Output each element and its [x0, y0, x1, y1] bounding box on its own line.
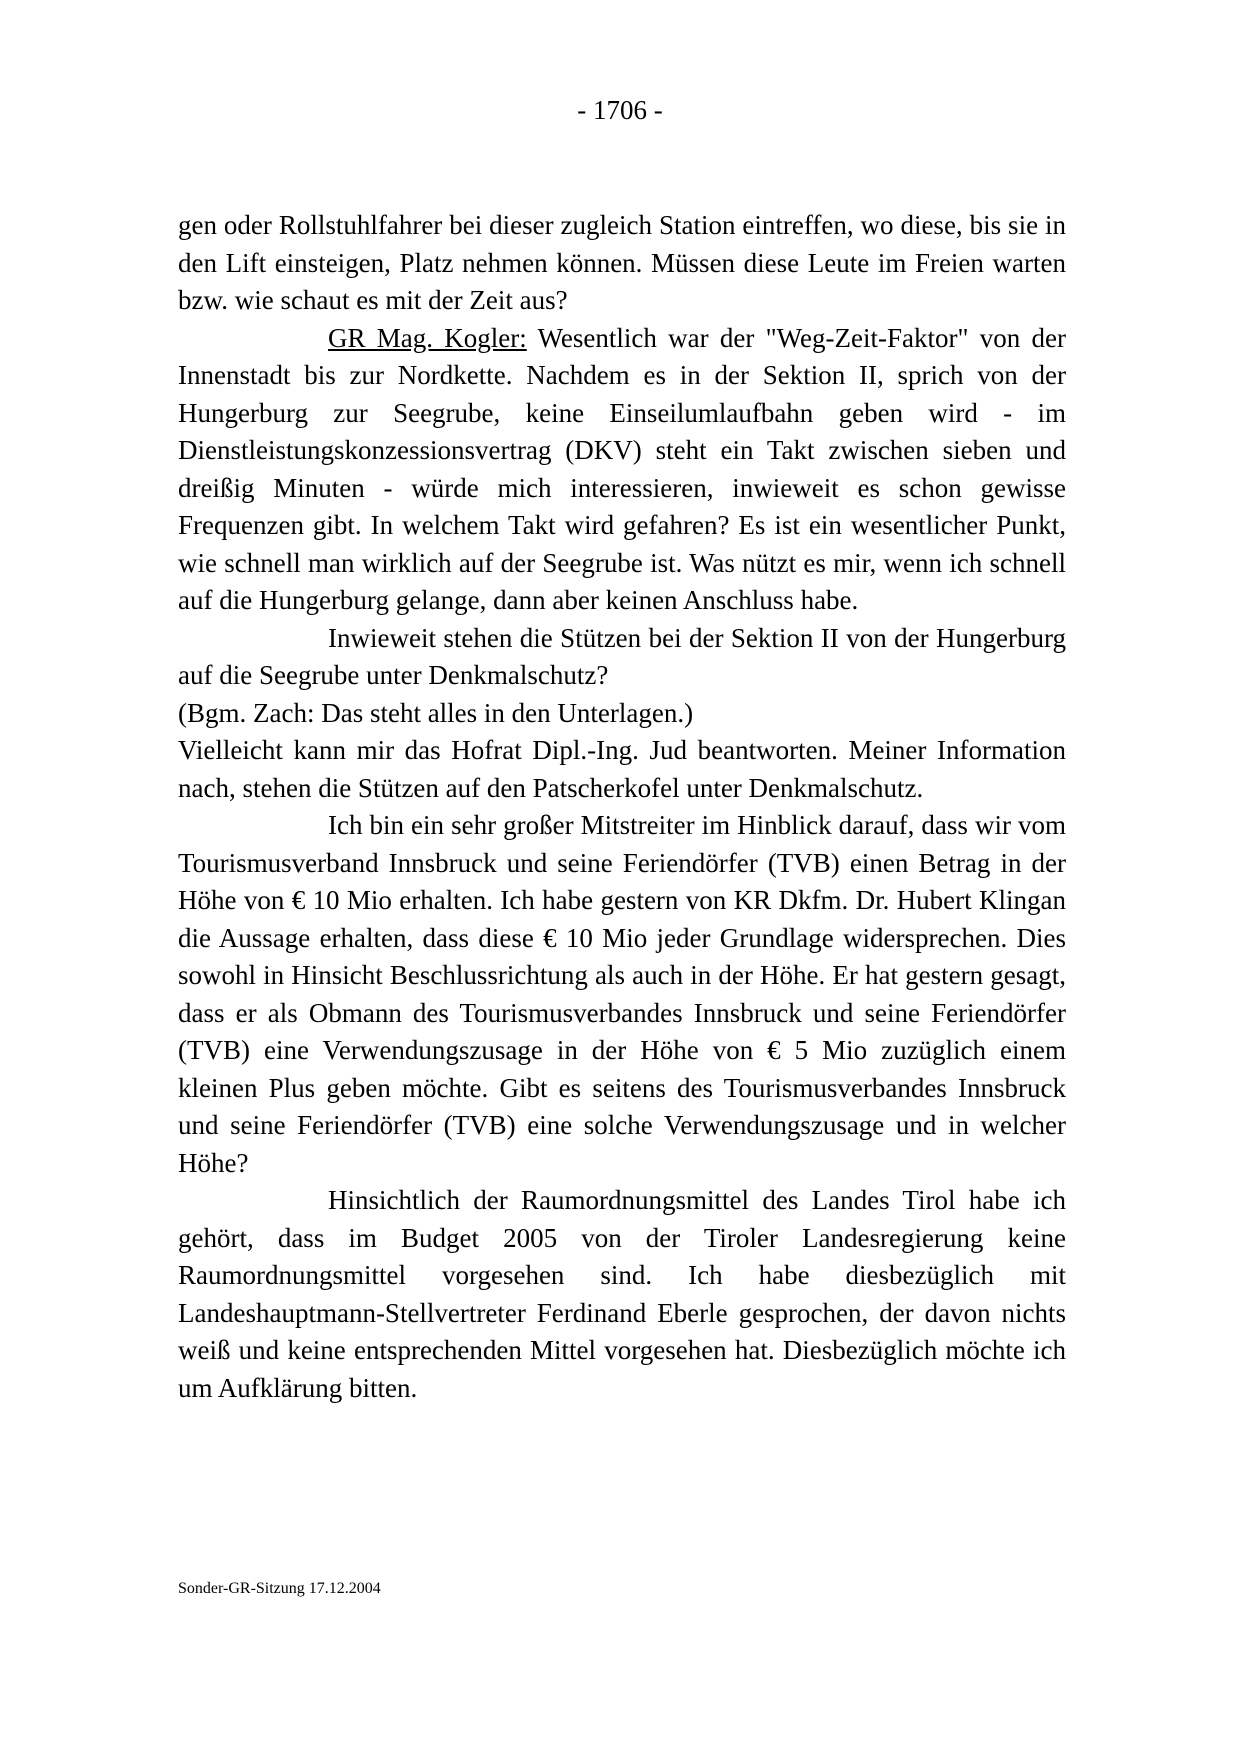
speaker-name: GR Mag. Kogler: [328, 322, 527, 353]
interjection: (Bgm. Zach: Das steht alles in den Unterlagen.) [178, 697, 694, 728]
paragraph-5: Vielleicht kann mir das Hofrat Dipl.-Ing. Jud beantworten. Meiner Information nach, stehen die Stützen auf den Patscherkofel unter Denkmalschutz. [178, 735, 1066, 803]
paragraph-1: gen oder Rollstuhlfahrer bei dieser zugleich Station eintreffen, wo diese, bis sie in den Lift einsteigen, Platz nehmen können. Müssen diese Leute im Freien warten bzw. wie schaut es mit der Zeit aus? [178, 210, 1066, 315]
paragraph-3: Inwieweit stehen die Stützen bei der Sektion II von der Hungerburg auf die Seegrube unter Denkmalschutz? [178, 622, 1066, 690]
paragraph-6: Ich bin ein sehr großer Mitstreiter im Hinblick darauf, dass wir vom Tourismusverband Innsbruck und seine Feriendörfer (TVB) einen Betrag in der Höhe von € 10 Mio erhalten. Ich habe gestern von KR Dkfm. Dr. Hubert Klingan die Aussage erhalten, dass diese € 10 Mio jeder Grundlage widersprechen. Dies sowohl in Hinsicht Beschlussrichtung als auch in der Höhe. Er hat gestern gesagt, dass er als Obmann des Tourismusverbandes Innsbruck und seine Feriendörfer (TVB) eine Verwendungszusage in der Höhe von € 5 Mio zuzüglich einem kleinen Plus geben möchte. Gibt es seitens des Tourismusverbandes Innsbruck und seine Feriendörfer (TVB) eine solche Verwendungszusage und in welcher Höhe? [178, 810, 1066, 1178]
paragraph-7: Hinsichtlich der Raumordnungsmittel des Landes Tirol habe ich gehört, dass im Budget 2005 von der Tiroler Landesregierung keine Raumordnungsmittel vorgesehen sind. Ich habe diesbezüglich mit Landeshauptmann-Stellvertreter Ferdinand Eberle gesprochen, der davon nichts weiß und keine entsprechenden Mittel vorgesehen hat. Diesbezüglich möchte ich um Aufklärung bitten. [178, 1185, 1066, 1403]
paragraph-2-text: Wesentlich war der "Weg-Zeit-Faktor" von der Innenstadt bis zur Nordkette. Nachdem es in der Sektion II, sprich von der Hungerburg zur Seegrube, keine Einseilumlaufbahn geben wird - im Dienstleistungskonzessionsvertrag (DKV) steht ein Takt zwischen sieben und dreißig Minuten - würde mich interessieren, inwieweit es schon gewisse Frequenzen gibt. In welchem Takt wird gefahren? Es ist ein wesentlicher Punkt, wie schnell man wirklich auf der Seegrube ist. Was nützt es mir, wenn ich schnell auf die Hungerburg gelange, dann aber keinen Anschluss habe. [178, 322, 1066, 615]
footer-session-label: Sonder-GR-Sitzung 17.12.2004 [178, 1580, 381, 1597]
page-number: - 1706 - [577, 95, 663, 125]
paragraph-2 [178, 320, 1066, 620]
document-body [178, 207, 1066, 1407]
